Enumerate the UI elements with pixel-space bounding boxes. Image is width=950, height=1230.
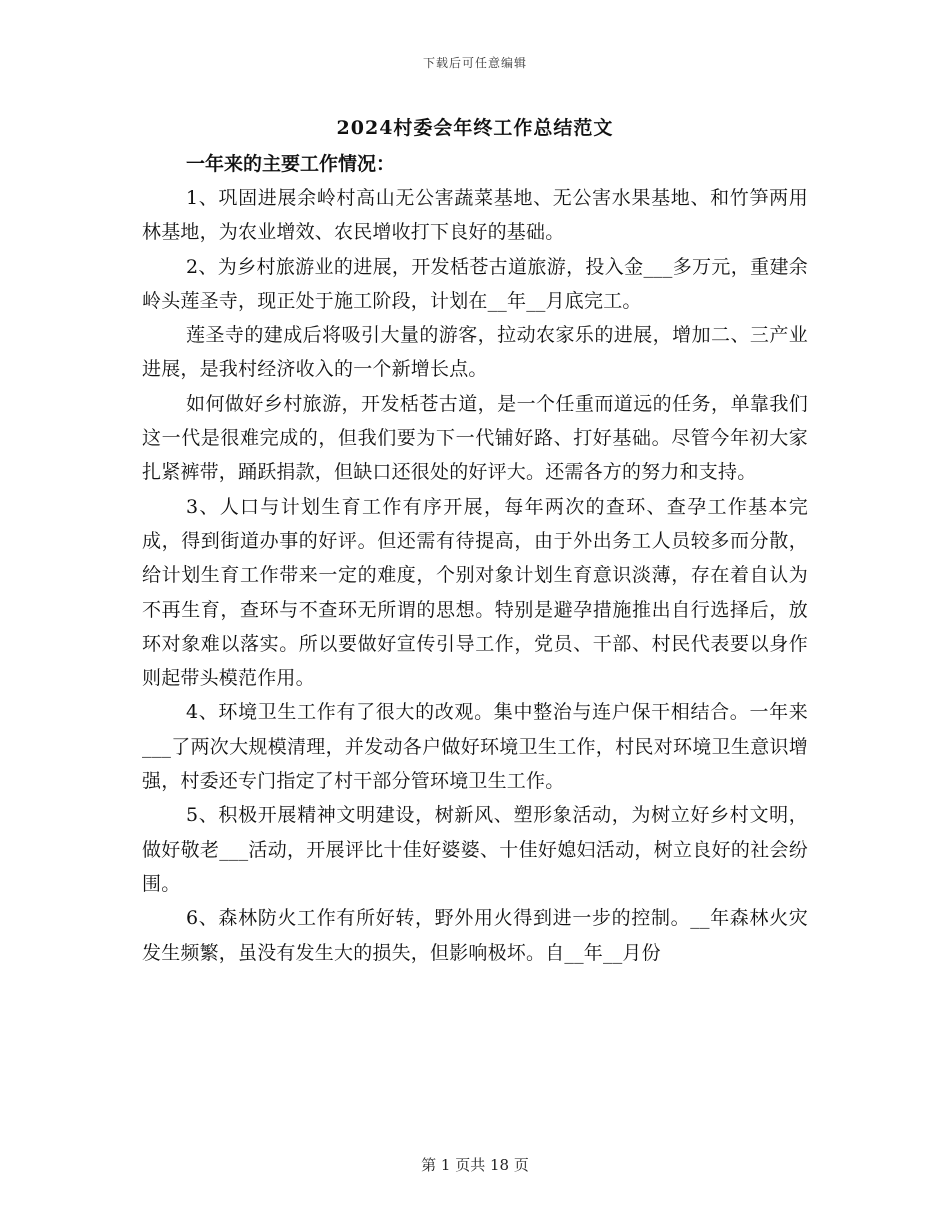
paragraph-8: 6、森林防火工作有所好转，野外用火得到进一步的控制。__年森林火灾发生频繁，虽没有发生大的损失，但影响极坏。自__年__月份 [142, 907, 808, 964]
page-footer: 第 1 页共 18 页 [421, 1156, 529, 1174]
paragraph-4: 如何做好乡村旅游，开发栝苍古道，是一个任重而道远的任务，单靠我们这一代是很难完成的，但我们要为下一代铺好路、打好基础。尽管今年初大家扎紧裤带，踊跃捐款，但缺口还很处的好评大。还需各方的努力和支持。 [142, 392, 808, 484]
paragraph-7: 5、积极开展精神文明建设，树新风、塑形象活动，为树立好乡村文明，做好敬老___活动，开展评比十佳好婆婆、十佳好媳妇活动，树立良好的社会纷围。 [142, 804, 808, 895]
paragraph-1: 1、巩固进展余岭村高山无公害蔬菜基地、无公害水果基地、和竹笋两用林基地，为农业增效、农民增收打下良好的基础。 [142, 187, 808, 244]
paragraph-3: 莲圣寺的建成后将吸引大量的游客，拉动农家乐的进展，增加二、三产业进展，是我村经济收入的一个新增长点。 [142, 324, 808, 381]
document-body [142, 147, 808, 970]
document-title: 2024村委会年终工作总结范文 [336, 117, 614, 139]
header-note: 下载后可任意编辑 [422, 56, 527, 70]
section-heading: 一年来的主要工作情况： [186, 153, 396, 175]
paragraph-5: 3、人口与计划生育工作有序开展，每年两次的查环、查孕工作基本完成，得到街道办事的好评。但还需有待提高，由于外出务工人员较多而分散，给计划生育工作带来一定的难度，个别对象计划生育意识淡薄，存在着自认为不再生育，查环与不查环无所谓的思想。特别是避孕措施推出自行选择后，放环对象难以落实。所以要做好宣传引导工作，党员、干部、村民代表要以身作则起带头模范作用。 [142, 495, 808, 690]
paragraph-2: 2、为乡村旅游业的进展，开发栝苍古道旅游，投入金___多万元，重建余岭头莲圣寺，现正处于施工阶段，计划在__年__月底完工。 [142, 255, 808, 312]
paragraph-6: 4、环境卫生工作有了很大的改观。集中整治与连户保干相结合。一年来___了两次大规模清理，并发动各户做好环境卫生工作，村民对环境卫生意识增强，村委还专门指定了村干部分管环境卫生工作。 [142, 701, 808, 793]
